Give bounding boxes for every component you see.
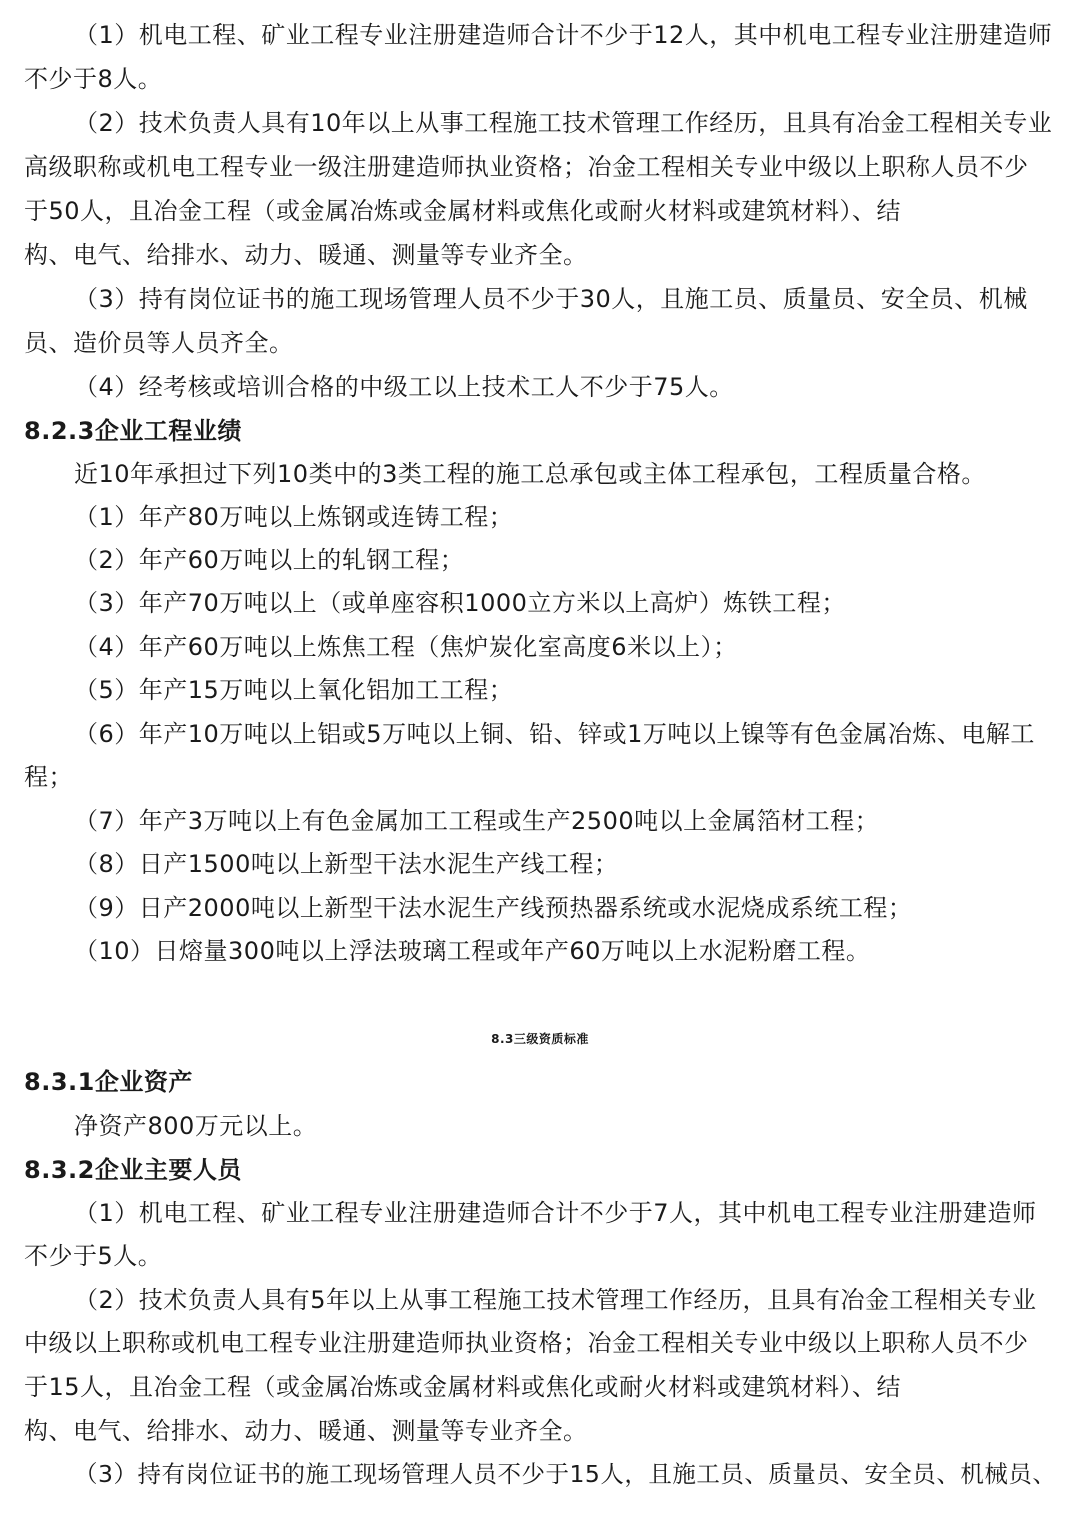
section-heading: 8.2.3企业工程业绩 bbox=[24, 417, 242, 445]
paragraph-line: （4）经考核或培训合格的中级工以上技术工人不少于75人。 bbox=[74, 373, 734, 401]
list-item: （7）年产3万吨以上有色金属加工工程或生产2500吨以上金属箔材工程； bbox=[74, 807, 880, 835]
list-item: （2）年产60万吨以上的轧钢工程； bbox=[74, 546, 465, 574]
section-heading: 8.3.2企业主要人员 bbox=[24, 1156, 242, 1184]
list-item: （9）日产2000吨以上新型干法水泥生产线预热器系统或水泥烧成系统工程； bbox=[74, 894, 913, 922]
chapter-title: 8.3三级资质标准 bbox=[491, 1032, 589, 1046]
list-item: （5）年产15万吨以上氧化铝加工工程； bbox=[74, 676, 514, 704]
paragraph-line: 员、造价员等人员齐全。 bbox=[24, 329, 294, 357]
paragraph-line: 于15人，且冶金工程（或金属冶炼或金属材料或焦化或耐火材料或建筑材料）、结 bbox=[24, 1373, 902, 1401]
paragraph-line: （2）技术负责人具有5年以上从事工程施工技术管理工作经历，且具有冶金工程相关专业 bbox=[74, 1286, 1037, 1314]
list-item: （3）年产70万吨以上（或单座容积1000立方米以上高炉）炼铁工程； bbox=[74, 589, 846, 617]
paragraph-line: 高级职称或机电工程专业一级注册建造师执业资格；冶金工程相关专业中级以上职称人员不少 bbox=[24, 153, 1029, 181]
paragraph-line: 不少于5人。 bbox=[24, 1242, 163, 1270]
paragraph-line: 构、电气、给排水、动力、暖通、测量等专业齐全。 bbox=[24, 241, 588, 269]
paragraph-line: （1）机电工程、矿业工程专业注册建造师合计不少于7人，其中机电工程专业注册建造师 bbox=[74, 1199, 1037, 1227]
list-item: （4）年产60万吨以上炼焦工程（焦炉炭化室高度6米以上）； bbox=[74, 633, 738, 661]
paragraph-line: 近10年承担过下列10类中的3类工程的施工总承包或主体工程承包，工程质量合格。 bbox=[74, 460, 986, 488]
list-item: （1）年产80万吨以上炼钢或连铸工程； bbox=[74, 503, 514, 531]
paragraph-line: （3）持有岗位证书的施工现场管理人员不少于15人，且施工员、质量员、安全员、机械员、 bbox=[74, 1460, 1057, 1488]
section-heading: 8.3.1企业资产 bbox=[24, 1068, 193, 1096]
list-item: （6）年产10万吨以上铝或5万吨以上铜、铅、锌或1万吨以上镍等有色金属冶炼、电解工 bbox=[74, 720, 1035, 748]
paragraph-line: （2）技术负责人具有10年以上从事工程施工技术管理工作经历，且具有冶金工程相关专业 bbox=[74, 109, 1053, 137]
paragraph-line: 于50人，且冶金工程（或金属冶炼或金属材料或焦化或耐火材料或建筑材料）、结 bbox=[24, 197, 902, 225]
paragraph-line: 构、电气、给排水、动力、暖通、测量等专业齐全。 bbox=[24, 1417, 588, 1445]
list-item: （8）日产1500吨以上新型干法水泥生产线工程； bbox=[74, 850, 619, 878]
paragraph-line: 净资产800万元以上。 bbox=[74, 1112, 318, 1140]
paragraph-line: 中级以上职称或机电工程专业注册建造师执业资格；冶金工程相关专业中级以上职称人员不少 bbox=[24, 1329, 1029, 1357]
paragraph-line: 不少于8人。 bbox=[24, 65, 163, 93]
list-item: （10）日熔量300吨以上浮法玻璃工程或年产60万吨以上水泥粉磨工程。 bbox=[74, 937, 871, 965]
list-item-continuation: 程； bbox=[24, 763, 73, 791]
paragraph-line: （1）机电工程、矿业工程专业注册建造师合计不少于12人，其中机电工程专业注册建造师 bbox=[74, 21, 1053, 49]
paragraph-line: （3）持有岗位证书的施工现场管理人员不少于30人，且施工员、质量员、安全员、机械 bbox=[74, 285, 1028, 313]
